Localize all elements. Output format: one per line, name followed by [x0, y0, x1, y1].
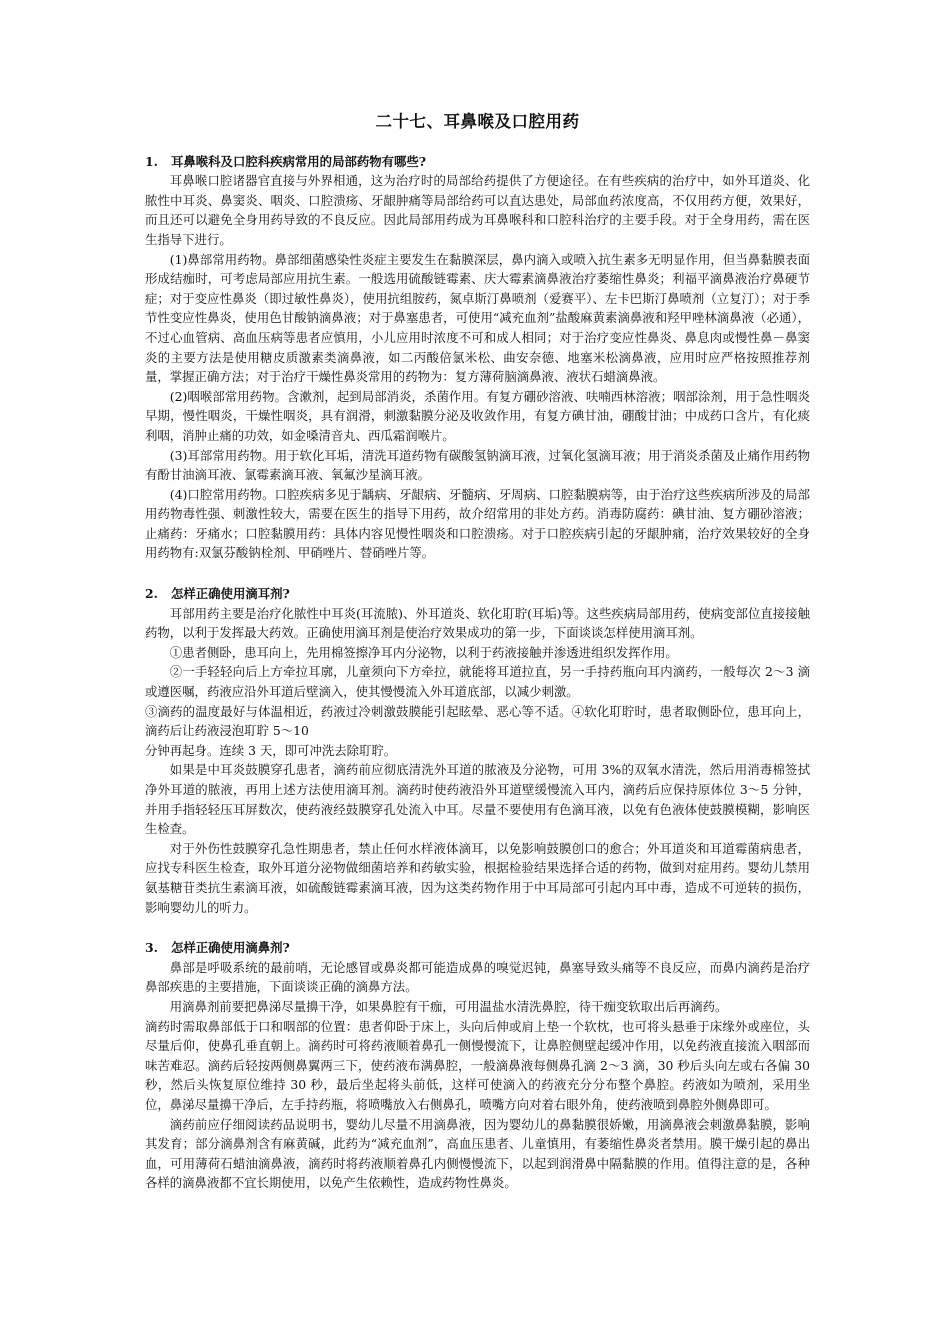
- question-text: 怎样正确使用滴鼻剂?: [171, 940, 290, 956]
- section-2: [145, 584, 810, 917]
- paragraph: ②一手轻轻向后上方牵拉耳廓，儿童须向下方牵拉，就能将耳道拉直，另一手持药瓶向耳内滴药，一般每次 2～3 滴或遵医嘱，药液应沿外耳道后壁滴入，使其慢慢流入外耳道底部，以减少刺激。: [145, 664, 810, 700]
- paragraph: 滴药时需取鼻部低于口和咽部的位置：患者仰卧于床上，头向后伸或肩上垫一个软枕，也可将头悬垂于床缘外或座位，头尽量后仰，使鼻孔垂直朝上。滴药时可将药液顺着鼻孔一侧慢慢流下，让鼻腔侧壁起缓冲作用，以免药液直接流入咽部而味苦难忍。滴药后轻按两侧鼻翼两三下，使药液布满鼻腔，一般滴鼻液每侧鼻孔滴 2～3 滴，30 秒后头向左或右各偏 30 秒，然后头恢复原位维持 30 秒，最后坐起将头前低，这样可使滴入的药液充分分布整个鼻腔。药液如为喷剂，采用坐位，鼻涕尽量擤干净后，左手持药瓶，将喷嘴放入右侧鼻孔，喷嘴方向对着右眼外角，使药液喷到鼻腔外侧鼻即可。: [145, 1018, 810, 1112]
- section-3: [145, 938, 810, 1193]
- paragraph: (3)耳部常用药物。用于软化耳垢，清洗耳道药物有碳酸氢钠滴耳液，过氧化氢滴耳液；用于消炎杀菌及止痛作用药物有酚甘油滴耳液、氯霉素滴耳液、氧氟沙星滴耳液。: [145, 447, 810, 483]
- paragraph: (2)咽喉部常用药物。含漱剂，起到局部消炎，杀菌作用。有复方硼砂溶液、呋喃西林溶液；咽部涂剂，用于急性咽炎早期，慢性咽炎，干燥性咽炎，具有润滑，刺激黏膜分泌及收敛作用，有复方碘甘油，硼酸甘油；中成药口含片，有化痰利咽，消肿止痛的功效，如金嗓清音丸、西瓜霜润喉片。: [145, 388, 810, 443]
- question-number: 1.: [145, 153, 158, 169]
- paragraph: 耳部用药主要是治疗化脓性中耳炎(耳流脓)、外耳道炎、软化耵聍(耳垢)等。这些疾病局部用药，使病变部位直接接触药物，以利于发挥最大药效。正确使用滴耳剂是使治疗效果成功的第一步，下面谈谈怎样使用滴耳剂。: [145, 605, 810, 641]
- section-1: [145, 152, 810, 563]
- question-heading: [145, 938, 810, 958]
- paragraph: (4)口腔常用药物。口腔疾病多见于龋病、牙龈病、牙髓病、牙周病、口腔黏膜病等，由于治疗这些疾病所涉及的局部用药物毒性强、刺激性较大，需要在医生的指导下用药，故介绍常用的非处方药。消毒防腐药：碘甘油、复方硼砂溶液；止痛药：牙痛水；口腔黏膜用药：具体内容见慢性咽炎和口腔溃疡。对于口腔疾病引起的牙龈肿痛，治疗效果较好的全身用药物有:双氯芬酸钠栓剂、甲硝唑片、替硝唑片等。: [145, 486, 810, 561]
- question-number: 2.: [145, 586, 158, 602]
- paragraph: ③滴药的温度最好与体温相近，药液过冷刺激鼓膜能引起眩晕、恶心等不适。④软化耵聍时，患者取侧卧位，患耳向上，滴药后让药液浸泡耵聍 5～10: [145, 703, 810, 739]
- question-heading: [145, 152, 810, 172]
- question-text: 怎样正确使用滴耳剂?: [171, 586, 290, 602]
- page-title: 二十七、耳鼻喉及口腔用药: [375, 112, 580, 131]
- question-heading: [145, 584, 810, 604]
- paragraph: (1)鼻部常用药物。鼻部细菌感染性炎症主要发生在黏膜深层，鼻内滴入或喷入抗生素多无明显作用，但当鼻黏膜表面形成结痂时，可考虑局部应用抗生素。一般选用硫酸链霉素、庆大霉素滴鼻液治疗萎缩性鼻炎；利福平滴鼻液治疗鼻硬节症；对于变应性鼻炎（即过敏性鼻炎），使用抗组胺药，氮卓斯汀鼻喷剂（爱赛平）、左卡巴斯汀鼻喷剂（立复汀）；对于季节性变应性鼻炎，使用色甘酸钠滴鼻液；对于鼻塞患者，可使用“减充血剂”盐酸麻黄素滴鼻液和羟甲唑林滴鼻液（必通），不过心血管病、高血压病等患者应慎用，小儿应用时浓度不可和成人相同；对于治疗变应性鼻炎、鼻息肉或慢性鼻－鼻窦炎的主要方法是使用糖皮质激素类滴鼻液，如二丙酸倍氯米松、曲安奈德、地塞米松滴鼻液，应用时应严格按照推荐剂量，掌握正确方法；对于治疗干燥性鼻炎常用的药物为：复方薄荷脑滴鼻液、液状石蜡滴鼻液。: [145, 251, 810, 385]
- document-page: [145, 112, 810, 1193]
- paragraph: 对于外伤性鼓膜穿孔急性期患者，禁止任何水样液体滴耳，以免影响鼓膜创口的愈合；外耳道炎和耳道霉菌病患者，应找专科医生检查，取外耳道分泌物做细菌培养和药敏实验，根据检验结果选择合适的药物，做到对症用药。婴幼儿禁用氨基糖苷类抗生素滴耳液，如硫酸链霉素滴耳液，因为这类药物作用于中耳局部可引起内耳中毒，造成不可逆转的损伤，影响婴幼儿的听力。: [145, 840, 810, 915]
- paragraph: 如果是中耳炎鼓膜穿孔患者，滴药前应彻底清洗外耳道的脓液及分泌物，可用 3%的双氧水清洗，然后用消毒棉签拭净外耳道的脓液，再用上述方法使用滴耳剂。滴药时使药液沿外耳道壁缓慢流入耳内，滴药后应保持原体位 3～5 分钟，并用手指轻轻压耳屏数次，使药液经鼓膜穿孔处流入中耳。尽量不要使用有色滴耳液，以免有色液体使鼓膜模糊，影响医生检查。: [145, 762, 810, 837]
- question-number: 3.: [145, 940, 158, 956]
- paragraph: 耳鼻喉口腔诸器官直接与外界相通，这为治疗时的局部给药提供了方便途径。在有些疾病的治疗中，如外耳道炎、化脓性中耳炎、鼻窦炎、咽炎、口腔溃疡、牙龈肿痛等局部给药可以直达患处，局部血药浓度高，不仅用药方便，效果好，而且还可以避免全身用药导致的不良反应。因此局部用药成为耳鼻喉科和口腔科治疗的主要手段。对于全身用药，需在医生指导下进行。: [145, 173, 810, 247]
- question-text: 耳鼻喉科及口腔科疾病常用的局部药物有哪些?: [171, 153, 427, 169]
- paragraph: 用滴鼻剂前要把鼻涕尽量擤干净，如果鼻腔有干痂，可用温盐水清洗鼻腔，待干痂变软取出后再滴药。: [169, 998, 728, 1014]
- paragraph: 分钟再起身。连续 3 天，即可冲洗去除耵聍。: [145, 742, 397, 758]
- paragraph: ①患者侧卧，患耳向上，先用棉签擦净耳内分泌物，以利于药液接触并渗透进组织发挥作用。: [169, 644, 678, 660]
- paragraph: 鼻部是呼吸系统的最前哨，无论感冒或鼻炎都可能造成鼻的嗅觉迟钝，鼻塞导致头痛等不良反应，而鼻内滴药是治疗鼻部疾患的主要措施，下面谈谈正确的滴鼻方法。: [145, 959, 810, 995]
- paragraph: 滴药前应仔细阅读药品说明书，婴幼儿尽量不用滴鼻液，因为婴幼儿的鼻黏膜很娇嫩，用滴鼻液会刺激鼻黏膜，影响其发育；部分滴鼻剂含有麻黄碱，此药为“减充血剂”，高血压患者、儿童慎用，有萎缩性鼻炎者禁用。膜干燥引起的鼻出血，可用薄荷石蜡油滴鼻液，滴药时将药液顺着鼻孔内侧慢慢流下，以起到润滑鼻中隔黏膜的作用。值得注意的是，各种各样的滴鼻液都不宜长期使用，以免产生依赖性，造成药物性鼻炎。: [145, 1116, 810, 1191]
